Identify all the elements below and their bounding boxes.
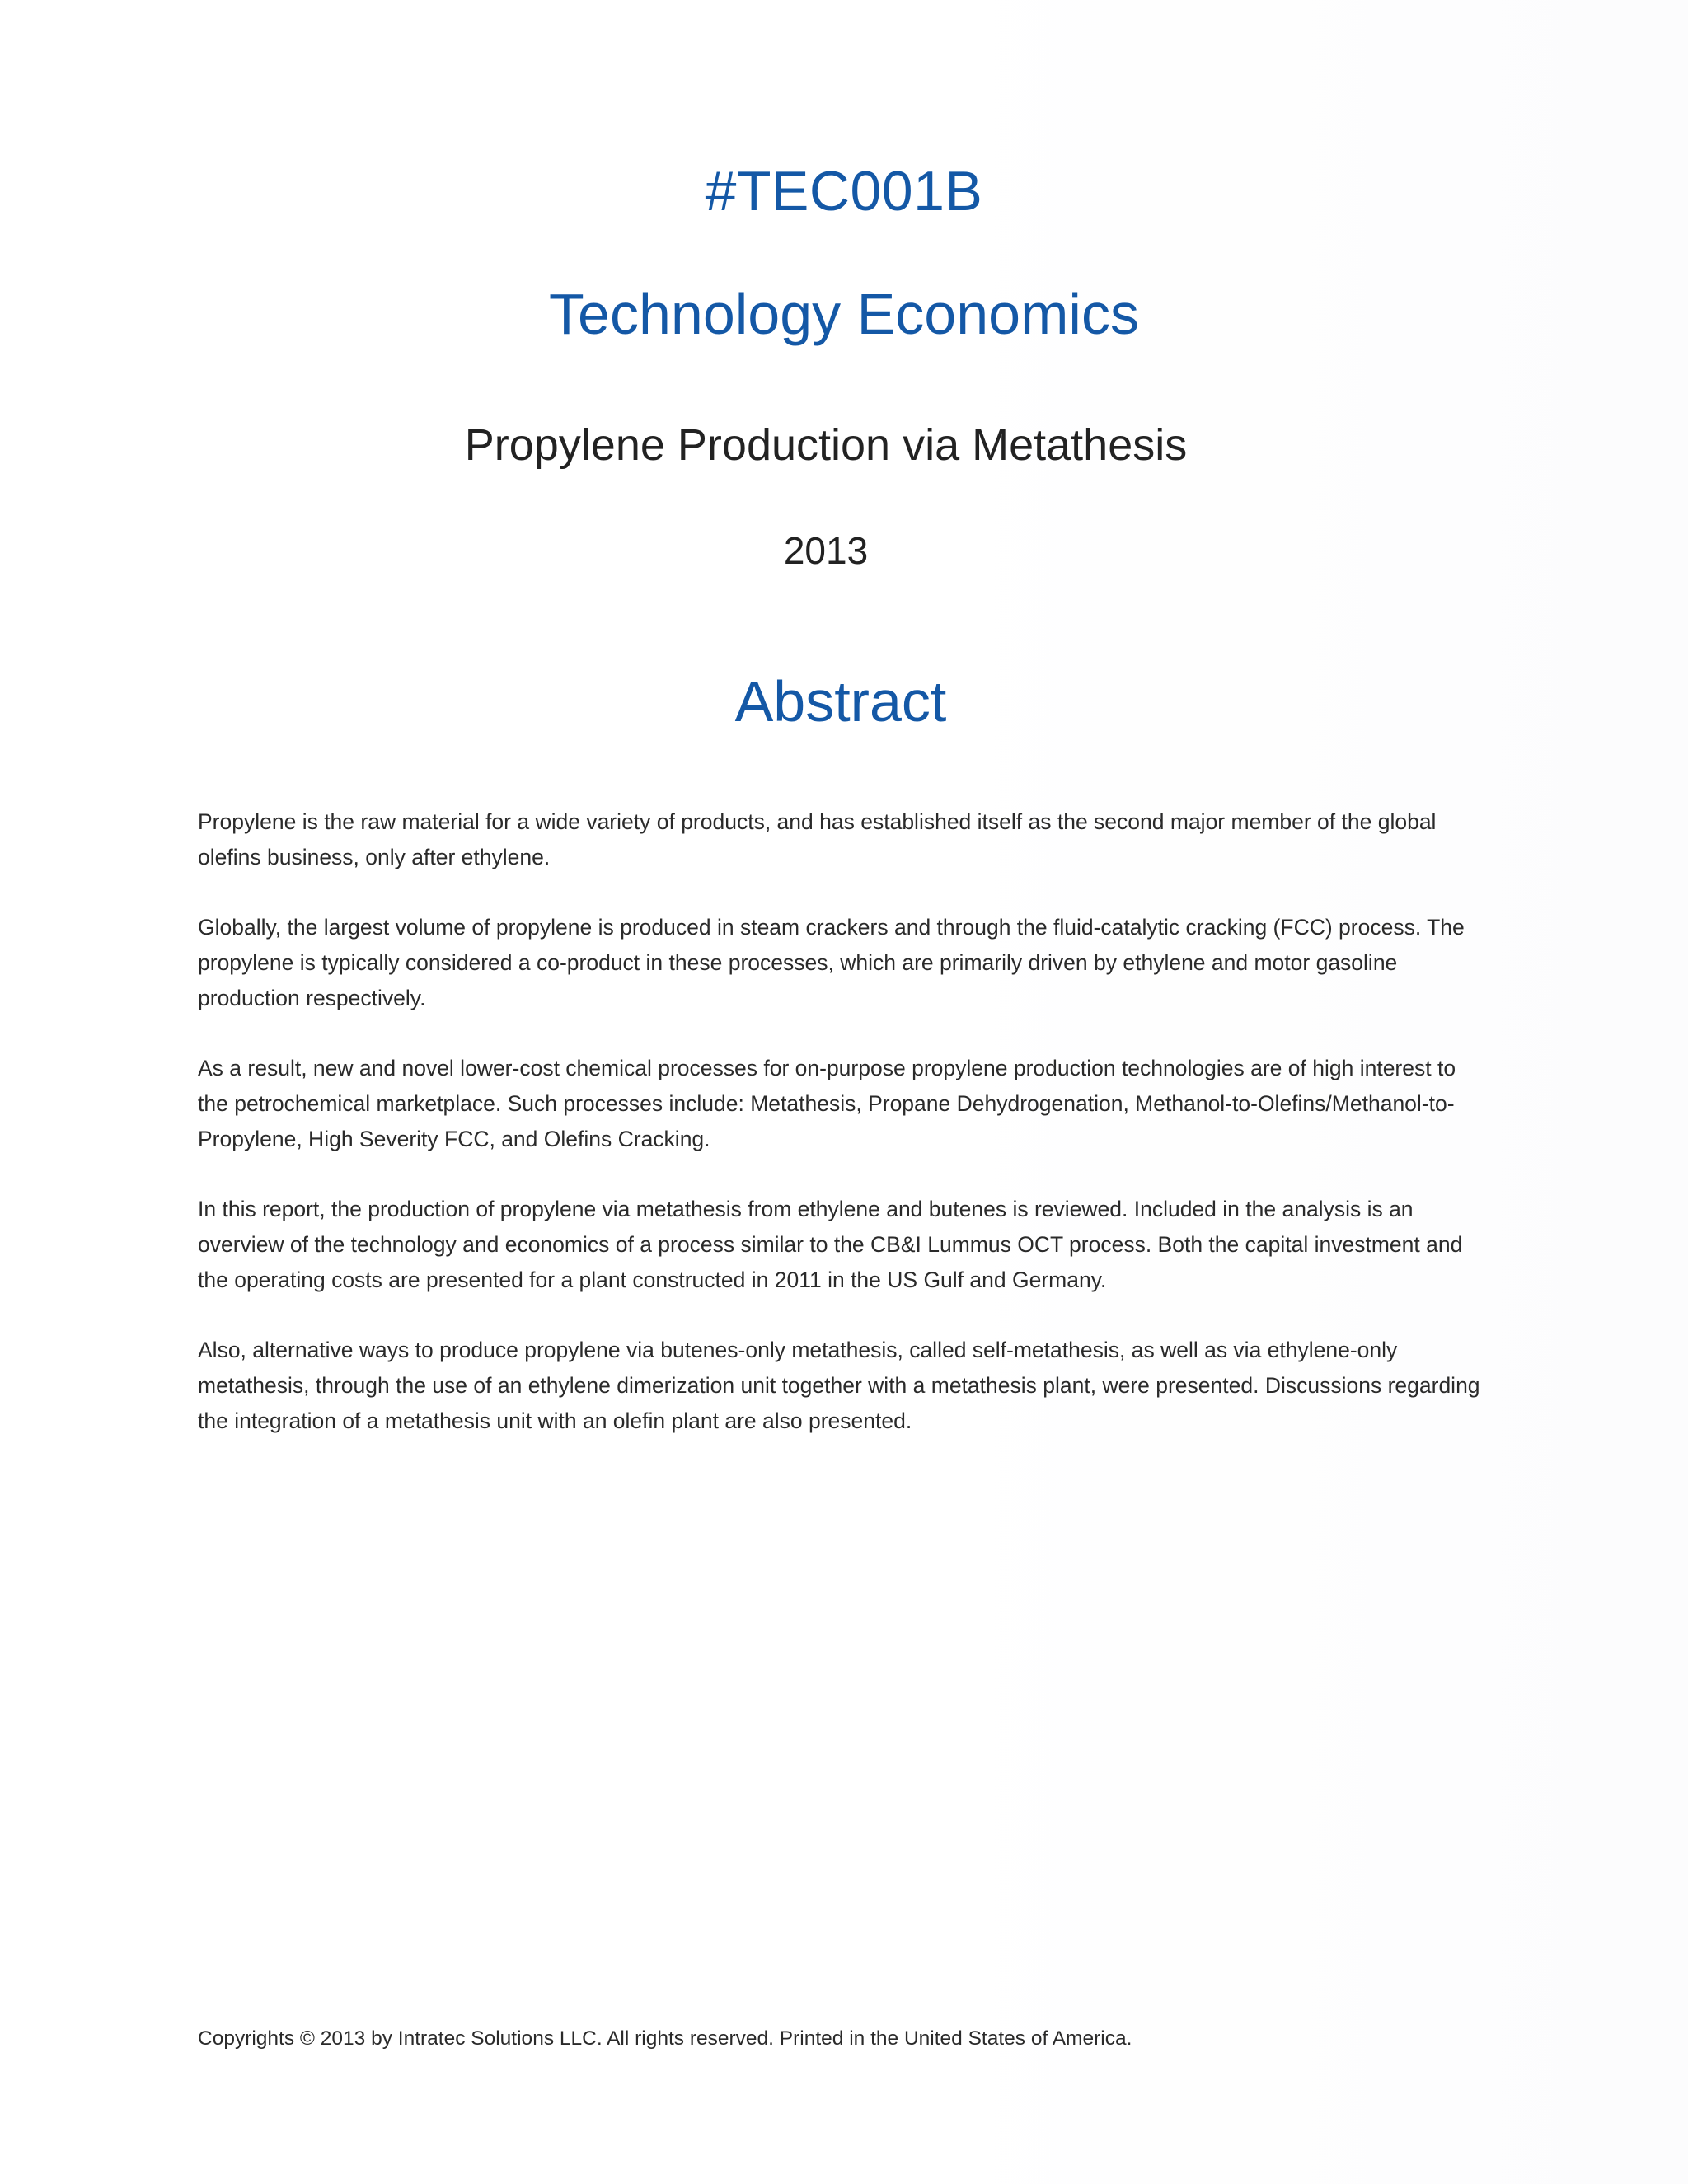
abstract-paragraph: In this report, the production of propylene via metathesis from ethylene and butenes is reviewed. Included in the analysis is an overview of the technology and economics of a process similar to the CB&I Lummus OCT process. Both the capital investment and the operating costs are presented for a plant constructed in 2011 in the US Gulf and Germany. (198, 1197, 1463, 1292)
abstract-heading: Abstract (734, 669, 947, 733)
abstract-paragraph: Also, alternative ways to produce propylene via butenes-only metathesis, called self-metathesis, as well as via ethylene-only metathesis, through the use of an ethylene dimerization unit together with a metathesis plant, were presented. Discussions regarding the integration of a metathesis unit with an olefin plant are also presented. (198, 1338, 1480, 1433)
series-title: Technology Economics (549, 282, 1139, 346)
abstract-paragraph: Propylene is the raw material for a wide variety of products, and has established itself as the second major member of the global olefins business, only after ethylene. (198, 809, 1437, 869)
report-year: 2013 (783, 529, 869, 572)
abstract-paragraph: As a result, new and novel lower-cost chemical processes for on-purpose propylene production technologies are of high interest to the petrochemical marketplace. Such processes include: Metathesis, Propane Dehydrogenation, Methanol-to-Olefins/Methanol-to-Propylene, High Severity FCC, and Olefins Cracking. (198, 1056, 1456, 1151)
abstract-paragraph: Globally, the largest volume of propylene is produced in steam crackers and through the fluid-catalytic cracking (FCC) process. The propylene is typically considered a co-product in these processes, which are primarily driven by ethylene and motor gasoline production respectively. (198, 915, 1465, 1010)
report-code: #TEC001B (705, 160, 983, 223)
abstract-body (198, 804, 1484, 1474)
report-subtitle: Propylene Production via Metathesis (464, 420, 1188, 470)
copyright-footer: Copyrights © 2013 by Intratec Solutions LLC. All rights reserved. Printed in the United States of America. (198, 2027, 1132, 2050)
